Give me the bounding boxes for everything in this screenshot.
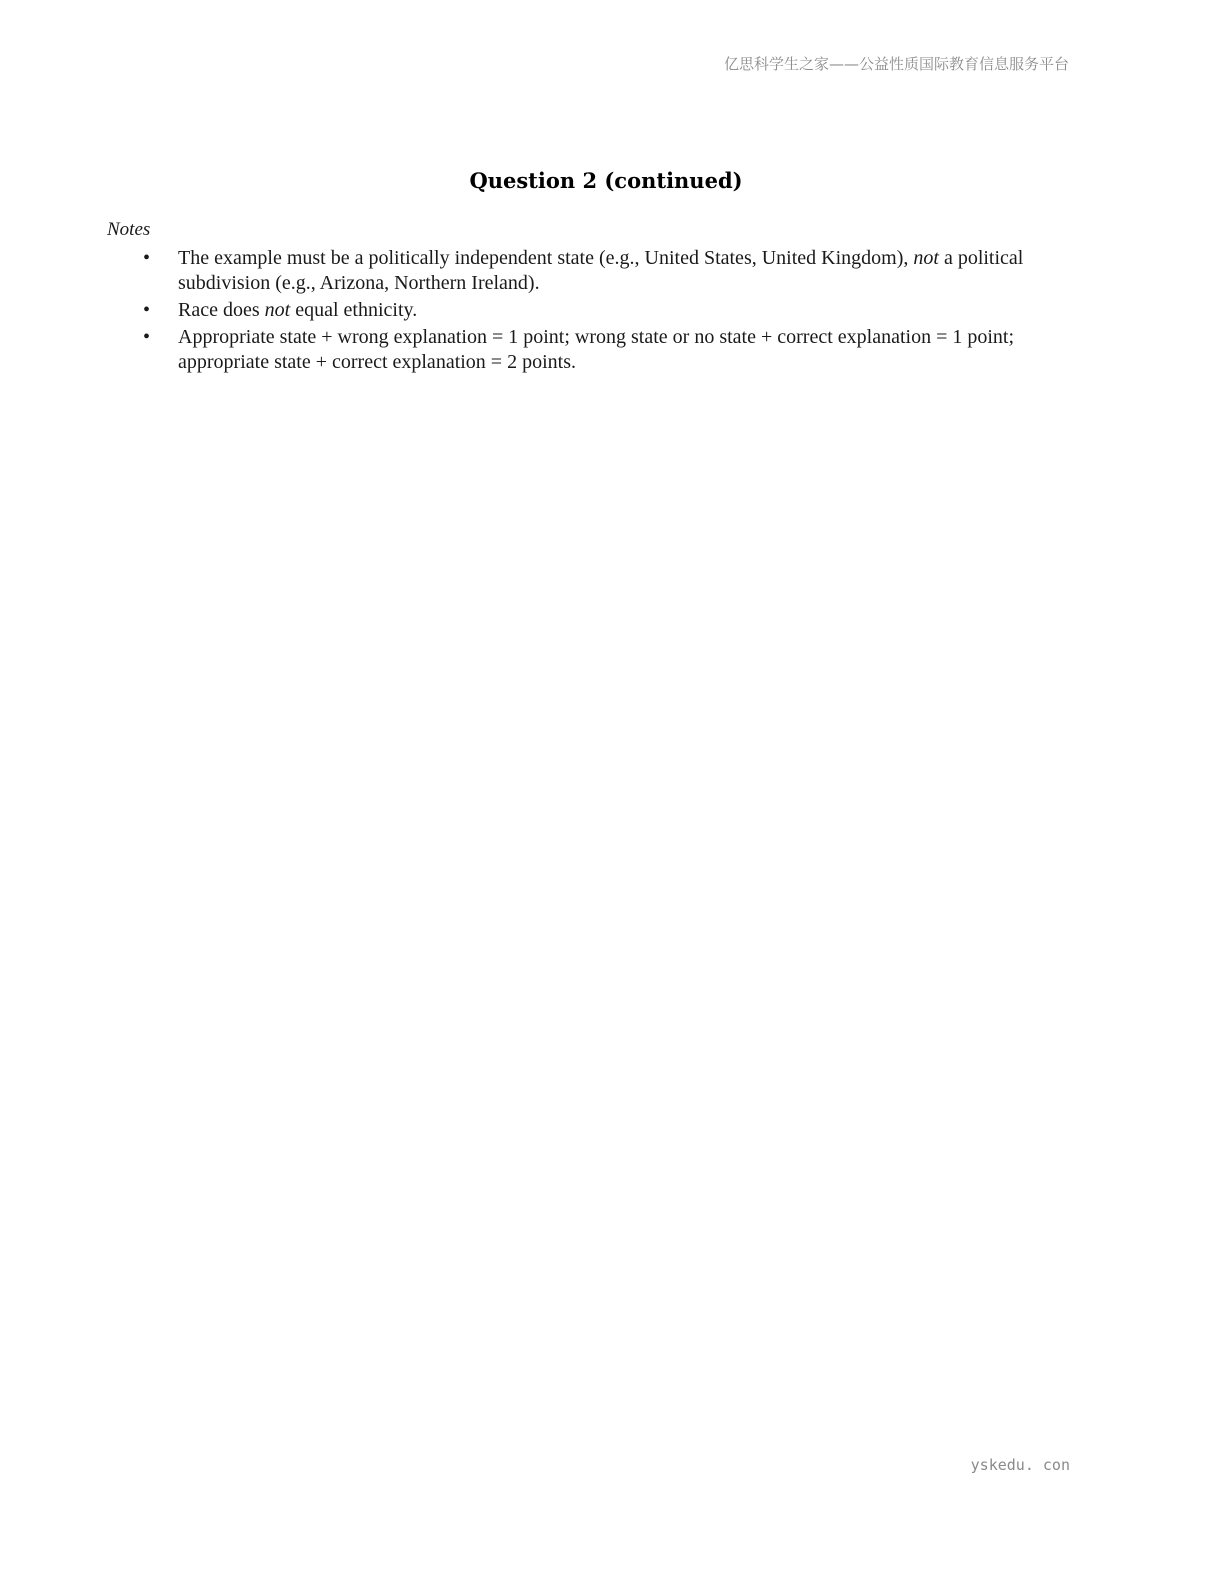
note-text: equal ethnicity. [290, 299, 418, 321]
notes-heading: Notes [107, 219, 151, 240]
list-item [107, 298, 1087, 323]
note-emphasis: not [264, 299, 291, 321]
footer-watermark: yskedu. con [970, 1456, 1070, 1474]
notes-list [107, 246, 1087, 377]
note-text: Race does [178, 299, 265, 321]
note-text: Appropriate state + wrong explanation = 1 point; wrong state or no state + correct explanation = 1 point; appropriate state + correct explanation = 2 points. [178, 326, 1015, 373]
note-text: The example must be a politically independent state (e.g., United States, United Kingdom), [178, 247, 914, 269]
bullet-icon: • [143, 299, 151, 321]
note-text: a political subdivision (e.g., Arizona, Northern Ireland). [178, 247, 1024, 294]
bullet-icon: • [143, 247, 151, 269]
note-emphasis: not [913, 247, 939, 269]
header-watermark: 亿思科学生之家——公益性质国际教育信息服务平台 [723, 55, 1069, 73]
page-title: Question 2 (continued) [469, 168, 743, 193]
list-item [107, 325, 1087, 375]
bullet-icon: • [143, 326, 151, 348]
list-item [107, 246, 1087, 296]
